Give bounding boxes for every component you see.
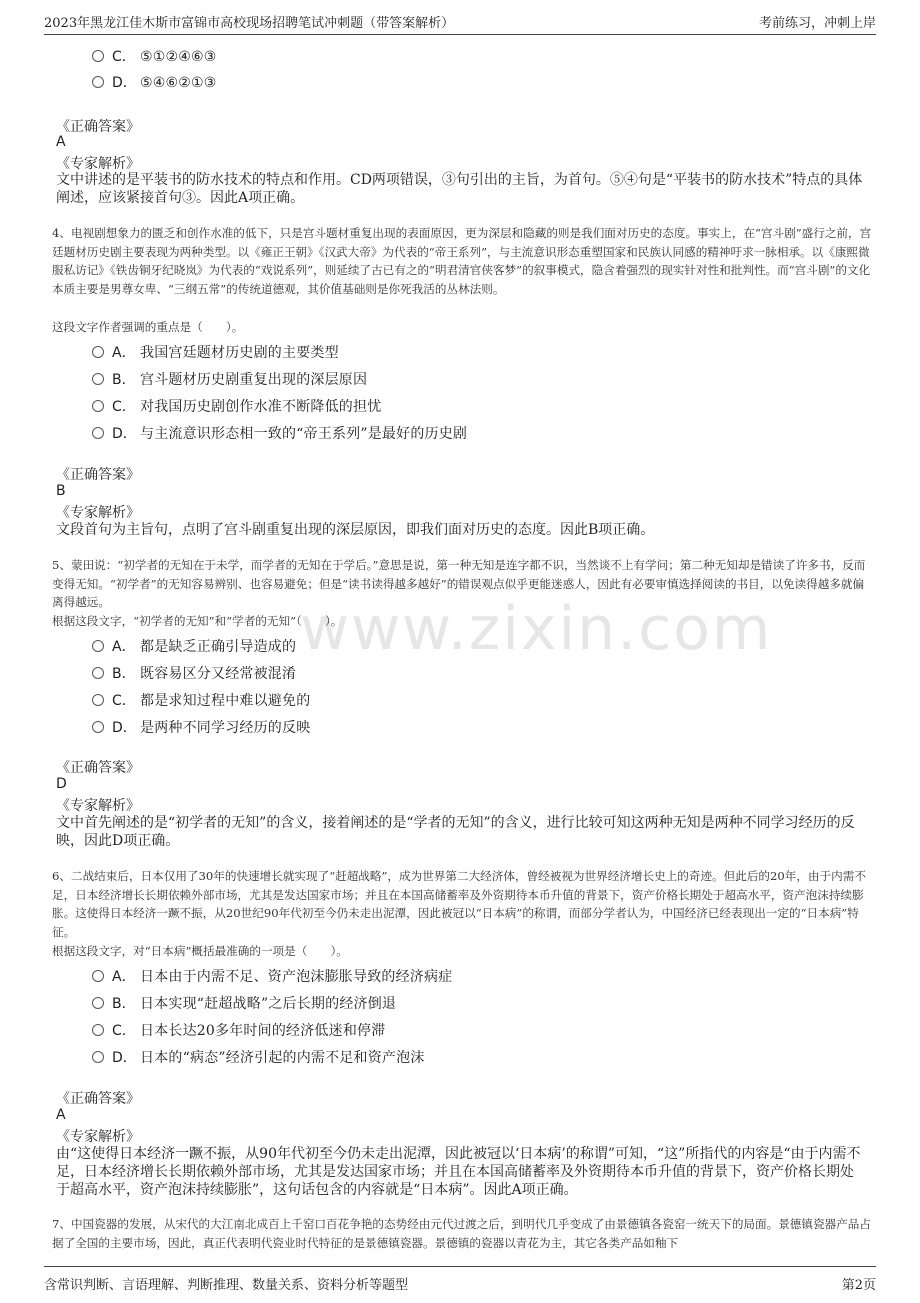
q5-stem: 5、蒙田说：“初学者的无知在于未学，而学者的无知在于学后。”意思是说，第一种无知是连字都不识，当然谈不上有学问；第二种无知却是错读了许多书，反而变得无知。“初学者”的无知容易辨别、也容易避免；但是“读书读得越多越好”的错误观点似乎更能迷惑人，因此有必要审慎选择阅读的书目，以免读得越多就偏离得越远。 (52, 558, 866, 609)
q5-analysis-label: 《专家解析》 (56, 798, 140, 814)
q6-option-c[interactable]: C． 日本长达20多年时间的经济低迷和停滞 (92, 1020, 385, 1044)
radio-icon[interactable] (92, 1051, 104, 1063)
q5-answer-label: 《正确答案》 (56, 760, 140, 776)
q4-analysis-label: 《专家解析》 (56, 505, 140, 521)
q6-stem: 6、二战结束后，日本仅用了30年的快速增长就实现了“赶超战略”，成为世界第二大经济体，曾经被视为世界经济增长史上的奇迹。但此后的20年，由于内需不足，日本经济增长长期依赖外部市场，尤其是发达国家市场；并且在本国高储蓄率及外资期待本币升值的背景下，资产价格长期处于超高水平，资产泡沫持续膨胀。这使得日本经济一蹶不振，从20世纪90年代初至今仍未走出泥潭，因此被冠以“日本病”的称谓，而部分学者认为，中国经济已经表现出一定的“日本病”特征。 (52, 869, 866, 939)
radio-icon[interactable] (92, 694, 104, 706)
header-slogan: 考前练习，冲刺上岸 (758, 16, 876, 31)
document-title: 2023年黑龙江佳木斯市富锦市高校现场招聘笔试冲刺题（带答案解析） (44, 16, 455, 31)
radio-icon[interactable] (92, 1024, 104, 1036)
q3-analysis-label: 《专家解析》 (56, 156, 140, 172)
q3-answer-label: 《正确答案》 (56, 119, 140, 135)
q4-option-a[interactable]: A． 我国宫廷题材历史剧的主要类型 (92, 342, 339, 366)
radio-icon[interactable] (92, 427, 104, 439)
q4-option-c[interactable]: C． 对我国历史剧创作水准不断降低的担忧 (92, 396, 381, 420)
radio-icon[interactable] (92, 50, 104, 62)
q5-option-c[interactable]: C． 都是求知过程中难以避免的 (92, 690, 310, 714)
watermark: www.zixin.com (300, 594, 773, 664)
q3-analysis: 文中讲述的是平装书的防水技术的特点和作用。CD两项错误，③句引出的主旨，为首句。⑤④句是“平装书的防水技术”特点的具体阐述，应该紧接首句③。因此A项正确。 (56, 172, 863, 206)
footer-topics: 含常识判断、言语理解、判断推理、数量关系、资料分析等题型 (44, 1278, 409, 1293)
radio-icon[interactable] (92, 373, 104, 385)
q5-answer: D (56, 776, 67, 792)
q4-answer-label: 《正确答案》 (56, 467, 140, 483)
q5-option-d[interactable]: D． 是两种不同学习经历的反映 (92, 717, 310, 741)
q4-stem: 4、电视剧想象力的匮乏和创作水准的低下，只是宫斗题材重复出现的表面原因，更为深层和隐藏的则是我们面对历史的态度。事实上，在“宫斗剧”盛行之前，宫廷题材历史剧主要表现为两种类型。以《雍正王朝》《汉武大帝》为代表的“帝王系列”，与主流意识形态重塑国家和民族认同感的精神吁求一脉相承。以《康熙微服私访记》《铁齿铜牙纪晓岚》为代表的“戏说系列”，则延续了古已有之的“明君清官侠客梦”的叙事模式，隐含着强烈的现实针对性和批判性。而“宫斗剧”的文化本质主要是男尊女卑、“三纲五常”的传统道德观，其价值基础则是你死我活的丛林法则。 (52, 226, 872, 296)
page-footer (44, 1266, 876, 1303)
q6-option-a[interactable]: A． 日本由于内需不足、资产泡沫膨胀导致的经济病症 (92, 966, 452, 990)
q5-ask: 根据这段文字，“初学者的无知”和“学者的无知”（ ）。 (52, 614, 343, 628)
q6-analysis: 由“这使得日本经济一蹶不振，从90年代初至今仍未走出泥潭，因此被冠以‘日本病’的称谓”可知，“这”所指代的内容是“由于内需不足，日本经济增长长期依赖外部市场，尤其是发达国家市场；并且在本国高储蓄率及外资期待本币升值的背景下，资产价格长期处于超高水平，资产泡沫持续膨胀”，这句话包含的内容就是“日本病”。因此A项正确。 (56, 1146, 861, 1198)
radio-icon[interactable] (92, 667, 104, 679)
q3-option-c[interactable]: C． ⑤①②④⑥③ (92, 46, 217, 70)
q6-option-d[interactable]: D． 日本的“病态”经济引起的内需不足和资产泡沫 (92, 1047, 425, 1071)
radio-icon[interactable] (92, 76, 104, 88)
q4-option-b[interactable]: B． 宫斗题材历史剧重复出现的深层原因 (92, 369, 367, 393)
q5-analysis: 文中首先阐述的是“初学者的无知”的含义，接着阐述的是“学者的无知”的含义，进行比较可知这两种无知是两种不同学习经历的反映，因此D项正确。 (56, 815, 855, 849)
q6-answer: A (56, 1107, 66, 1123)
q3-answer: A (56, 134, 66, 150)
q6-ask: 根据这段文字，对“日本病”概括最准确的一项是（ ）。 (52, 944, 348, 958)
q6-option-b[interactable]: B． 日本实现“赶超战略”之后长期的经济倒退 (92, 993, 396, 1017)
radio-icon[interactable] (92, 970, 104, 982)
q4-option-d[interactable]: D． 与主流意识形态相一致的“帝王系列”是最好的历史剧 (92, 423, 467, 447)
q4-answer: B (56, 483, 66, 499)
q4-analysis: 文段首句为主旨句，点明了宫斗剧重复出现的深层原因，即我们面对历史的态度。因此B项正确。 (56, 522, 655, 538)
q5-option-b[interactable]: B． 既容易区分又经常被混淆 (92, 663, 296, 687)
radio-icon[interactable] (92, 997, 104, 1009)
page-header (44, 0, 876, 35)
page-number: 第2页 (841, 1278, 876, 1293)
q6-answer-label: 《正确答案》 (56, 1091, 140, 1107)
q6-analysis-label: 《专家解析》 (56, 1129, 140, 1145)
q4-ask: 这段文字作者强调的重点是（ ）。 (52, 320, 244, 334)
radio-icon[interactable] (92, 721, 104, 733)
radio-icon[interactable] (92, 400, 104, 412)
radio-icon[interactable] (92, 640, 104, 652)
q3-option-d[interactable]: D． ⑤④⑥②①③ (92, 72, 217, 96)
q5-option-a[interactable]: A． 都是缺乏正确引导造成的 (92, 636, 296, 660)
radio-icon[interactable] (92, 346, 104, 358)
q7-stem: 7、中国瓷器的发展，从宋代的大江南北成百上千窑口百花争艳的态势经由元代过渡之后，到明代几乎变成了由景德镇各瓷窑一统天下的局面。景德镇瓷器产品占据了全国的主要市场，因此，真正代表明代瓷业时代特征的是景德镇瓷器。景德镇的瓷器以青花为主，其它各类产品如釉下 (52, 1217, 871, 1250)
